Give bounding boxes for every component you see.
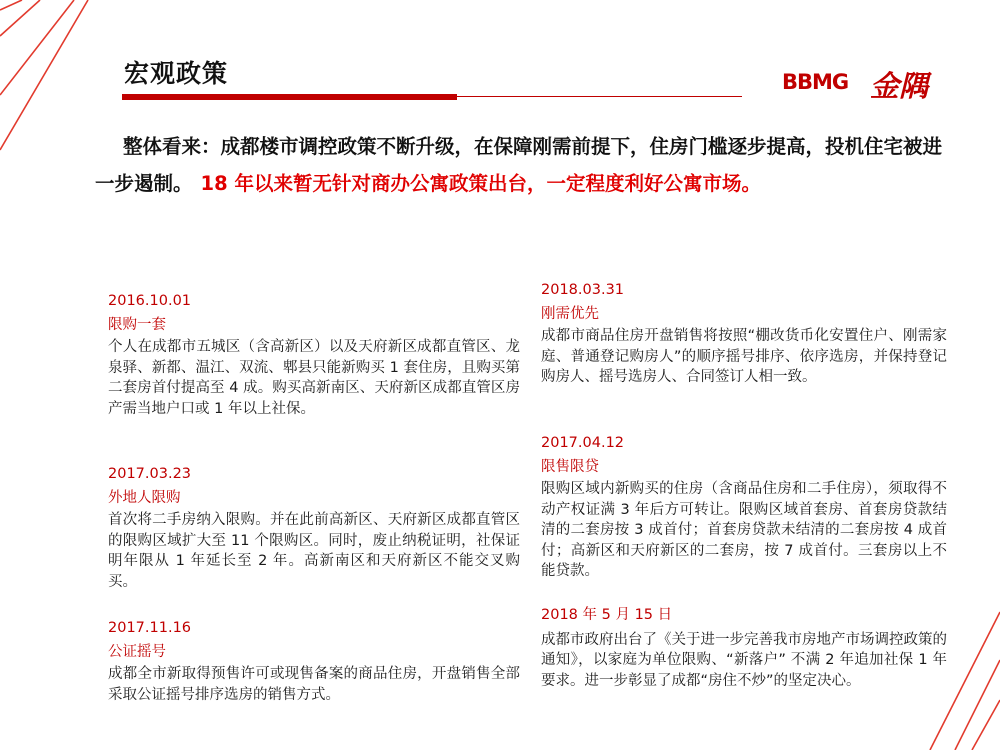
policy-heading: 公证摇号 — [108, 643, 166, 660]
policy-heading: 限售限贷 — [541, 458, 599, 475]
policy-body: 成都全市新取得预售许可或现售备案的商品住房，开盘销售全部采取公证摇号排序选房的销售方式。 — [108, 666, 520, 703]
summary-paragraph — [95, 128, 955, 202]
policy-date: 2018.03.31 — [541, 282, 625, 298]
policy-date: 2017.11.16 — [108, 620, 192, 636]
policy-date: 2017.03.23 — [108, 466, 192, 482]
policy-date: 2018 年 5 月 15 日 — [541, 607, 673, 623]
policy-item — [108, 618, 520, 705]
bbmg-logo — [782, 64, 952, 103]
policy-item — [108, 464, 520, 592]
policy-date: 2017.04.12 — [541, 435, 625, 451]
logo-latin-text: BBMG — [782, 70, 849, 94]
page-title: 宏观政策 — [124, 59, 229, 88]
policy-body: 成都市商品住房开盘销售将按照“棚改货币化安置住户、刚需家庭、普通登记购房人”的顺序摇号排序、依序选房，并保持登记购房人、摇号选房人、合同签订人相一致。 — [541, 328, 947, 385]
policy-item — [541, 605, 947, 691]
policy-heading: 限购一套 — [108, 316, 166, 333]
policy-date: 2016.10.01 — [108, 293, 192, 309]
policy-item — [108, 291, 520, 419]
logo-chinese-text: 金隅 — [870, 69, 929, 103]
policy-item — [541, 280, 947, 388]
policy-heading: 外地人限购 — [108, 489, 181, 506]
policy-body: 首次将二手房纳入限购。并在此前高新区、天府新区成都直管区的限购区域扩大至 11 个限购区。同时，废止纳税证明，社保证明年限从 1 年延长至 2 年。高新南区和天府新区不能交叉购买。 — [108, 512, 520, 590]
policy-body: 成都市政府出台了《关于进一步完善我市房地产市场调控政策的通知》，以家庭为单位限购、“新落户” 不满 2 年追加社保 1 年要求。进一步彰显了成都“房住不炒”的坚定决心。 — [541, 631, 947, 689]
policy-body: 限购区域内新购买的住房（含商品住房和二手住房），须取得不动产权证满 3 年后方可转让。限购区域首套房、首套房贷款结清的二套房按 3 成首付；首套房贷款未结清的二套房按 4 成首付；高新区和天府新区的二套房，按 7 成首付。三套房以上不能贷款。 — [541, 481, 947, 579]
title-underline-bar — [122, 94, 457, 100]
summary-lead: 整体看来：成都楼市调控政策不断升级，在保障刚需前提下，住房门槛逐步提高，投机住宅被进一步遏制。 — [95, 135, 943, 195]
policy-heading: 刚需优先 — [541, 305, 599, 322]
summary-highlight: 18 年以来暂无针对商办公寓政策出台，一定程度利好公寓市场。 — [200, 172, 761, 195]
policy-item — [541, 433, 947, 582]
title-underline-thin — [457, 96, 742, 97]
policy-body: 个人在成都市五城区（含高新区）以及天府新区成都直管区、龙泉驿、新都、温江、双流、郫县只能新购买 1 套住房，且购买第二套房首付提高至 4 成。购买高新南区、天府新区成都直管区房产需当地户口或 1 年以上社保。 — [108, 339, 520, 417]
